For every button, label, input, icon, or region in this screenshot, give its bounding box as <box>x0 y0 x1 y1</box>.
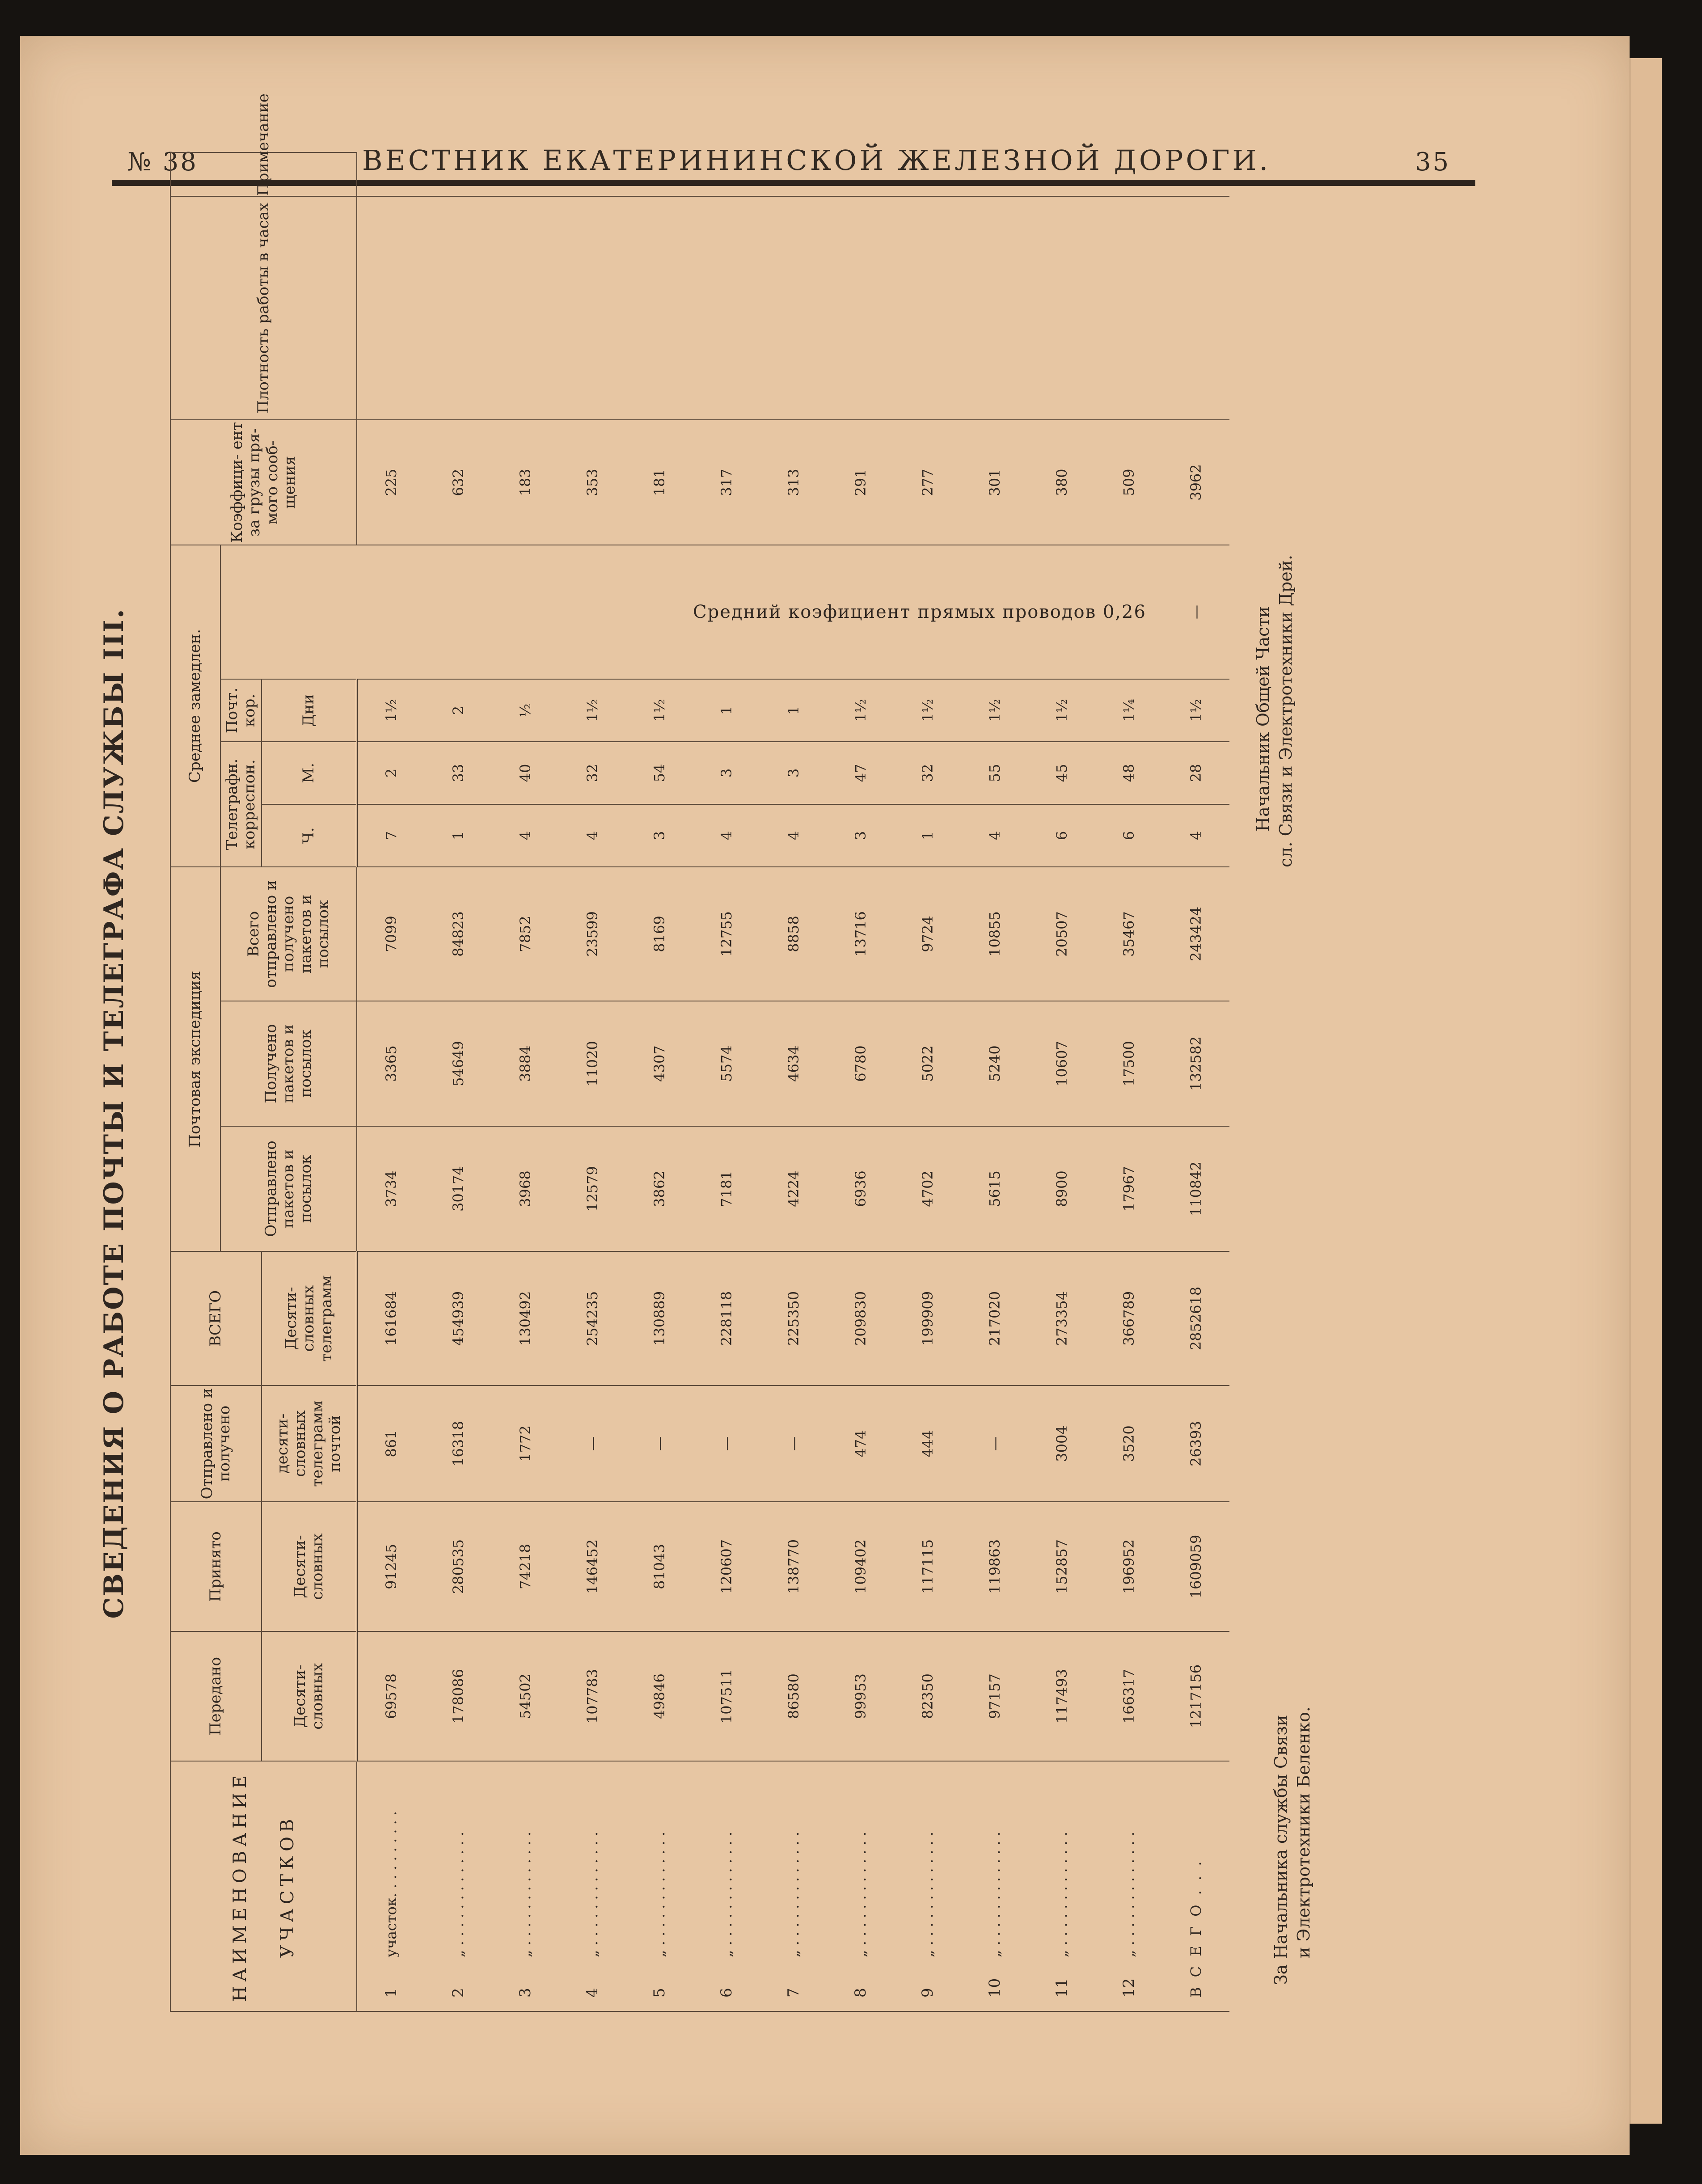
cell-mail: — <box>626 1386 693 1502</box>
cell-days: 1½ <box>961 679 1028 742</box>
total-sent: 1217156 <box>1162 1631 1229 1761</box>
cell-sent: 97157 <box>961 1631 1028 1761</box>
col-recv-sub: Десяти- словных <box>262 1502 357 1631</box>
table-row <box>827 152 894 2011</box>
cell-sent: 107511 <box>693 1631 760 1761</box>
cell-mail: — <box>961 1386 1028 1502</box>
col-post-header: Почтовая экспедиция <box>170 867 220 1251</box>
table-row <box>559 152 626 2011</box>
cell-post-sent: 6936 <box>827 1126 894 1251</box>
table-row <box>492 152 559 2011</box>
table-row <box>626 152 693 2011</box>
total-coef: — <box>1162 545 1229 679</box>
cell-post-recv: 54649 <box>425 1001 492 1126</box>
cell-minutes: 45 <box>1028 742 1095 804</box>
cell-recv: 119863 <box>961 1502 1028 1631</box>
cell-hours: 4 <box>492 804 559 867</box>
cell-total: 454939 <box>425 1251 492 1386</box>
col-mail-sub: десяти- словных телеграмм почтой <box>262 1386 357 1502</box>
cell-post-recv: 4307 <box>626 1001 693 1126</box>
row-label: 8„ . . . . . . . . . . . . . <box>827 1761 894 2011</box>
cell-hours: 4 <box>961 804 1028 867</box>
cell-post-total: 7852 <box>492 867 559 1001</box>
cell-minutes: 54 <box>626 742 693 804</box>
signature-left: За Начальника службы Связи и Электротехники Беленко. <box>1271 1707 1314 1985</box>
cell-post-recv: 4634 <box>760 1001 827 1126</box>
col-delay-days: Дни <box>262 679 357 742</box>
cell-days: 1½ <box>827 679 894 742</box>
cell-sent: 117493 <box>1028 1631 1095 1761</box>
page-edge <box>1630 58 1662 2124</box>
total-minutes: 28 <box>1162 742 1229 804</box>
cell-post-sent: 8900 <box>1028 1126 1095 1251</box>
cell-recv: 120607 <box>693 1502 760 1631</box>
cell-total: 209830 <box>827 1251 894 1386</box>
row-label: 6„ . . . . . . . . . . . . . <box>693 1761 760 2011</box>
col-total-header: ВСЕГО <box>170 1251 262 1386</box>
cell-post-recv: 5022 <box>894 1001 961 1126</box>
total-mail: 26393 <box>1162 1386 1229 1502</box>
cell-minutes: 48 <box>1095 742 1162 804</box>
cell-recv: 152857 <box>1028 1502 1095 1631</box>
total-post-total: 243424 <box>1162 867 1229 1001</box>
cell-days: 1¼ <box>1095 679 1162 742</box>
cell-days: ½ <box>492 679 559 742</box>
cell-post-recv: 11020 <box>559 1001 626 1126</box>
cell-recv: 81043 <box>626 1502 693 1631</box>
cell-post-total: 7099 <box>357 867 425 1001</box>
totals-row <box>1162 152 1229 2011</box>
col-recv-header: Принято <box>170 1502 262 1631</box>
total-days: 1½ <box>1162 679 1229 742</box>
col-mail-header: Отправлено и получено <box>170 1386 262 1502</box>
col-delay-tel-header: Телеграфн. корреспон. <box>220 742 262 867</box>
cell-post-total: 23599 <box>559 867 626 1001</box>
row-label: 3„ . . . . . . . . . . . . . <box>492 1761 559 2011</box>
cell-recv: 109402 <box>827 1502 894 1631</box>
cell-mail: 444 <box>894 1386 961 1502</box>
total-post-sent: 110842 <box>1162 1126 1229 1251</box>
col-delay-mail-header: Почт. кор. <box>220 679 262 742</box>
cell-density: 277 <box>894 420 961 545</box>
cell-post-sent: 3734 <box>357 1126 425 1251</box>
total-density: 3962 <box>1162 420 1229 545</box>
cell-note <box>357 196 1162 420</box>
cell-days: 1½ <box>1028 679 1095 742</box>
cell-post-total: 84823 <box>425 867 492 1001</box>
journal-title: ВЕСТНИК ЕКАТЕРИНИНСКОЙ ЖЕЛЕЗНОЙ ДОРОГИ. <box>362 144 1271 177</box>
total-note <box>1162 196 1229 420</box>
total-post-recv: 132582 <box>1162 1001 1229 1126</box>
row-label: 12„ . . . . . . . . . . . . . <box>1095 1761 1162 2011</box>
cell-recv: 91245 <box>357 1502 425 1631</box>
cell-minutes: 47 <box>827 742 894 804</box>
cell-post-recv: 5574 <box>693 1001 760 1126</box>
cell-sent: 178086 <box>425 1631 492 1761</box>
cell-post-sent: 3968 <box>492 1126 559 1251</box>
cell-total: 130492 <box>492 1251 559 1386</box>
cell-mail: — <box>760 1386 827 1502</box>
col-post-total-header: Всего отправлено и получено пакетов и посылок <box>220 867 357 1001</box>
table-row <box>1095 152 1162 2011</box>
cell-hours: 4 <box>693 804 760 867</box>
col-delay-header: Среднее замедлен. <box>170 545 220 867</box>
coef-note-cell <box>357 545 1162 679</box>
row-label: 7„ . . . . . . . . . . . . . <box>760 1761 827 2011</box>
cell-post-recv: 3365 <box>357 1001 425 1126</box>
cell-post-recv: 17500 <box>1095 1001 1162 1126</box>
table-body <box>357 152 1229 2011</box>
cell-total: 130889 <box>626 1251 693 1386</box>
cell-density: 313 <box>760 420 827 545</box>
cell-post-recv: 5240 <box>961 1001 1028 1126</box>
cell-minutes: 33 <box>425 742 492 804</box>
cell-density: 291 <box>827 420 894 545</box>
cell-days: 1 <box>760 679 827 742</box>
cell-density: 181 <box>626 420 693 545</box>
cell-sent: 99953 <box>827 1631 894 1761</box>
cell-total: 199909 <box>894 1251 961 1386</box>
table-row <box>425 152 492 2011</box>
cell-post-total: 12755 <box>693 867 760 1001</box>
cell-hours: 4 <box>559 804 626 867</box>
cell-sent: 86580 <box>760 1631 827 1761</box>
cell-density: 301 <box>961 420 1028 545</box>
cell-total: 225350 <box>760 1251 827 1386</box>
cell-days: 2 <box>425 679 492 742</box>
cell-hours: 6 <box>1095 804 1162 867</box>
cell-recv: 280535 <box>425 1502 492 1631</box>
cell-days: 1 <box>693 679 760 742</box>
coef-note: Средний коэфициент прямых проводов 0,26 <box>693 601 1146 622</box>
cell-post-total: 8858 <box>760 867 827 1001</box>
cell-sent: 166317 <box>1095 1631 1162 1761</box>
cell-days: 1½ <box>357 679 425 742</box>
cell-minutes: 32 <box>559 742 626 804</box>
total-telegrams: 2852618 <box>1162 1251 1229 1386</box>
cell-total: 366789 <box>1095 1251 1162 1386</box>
row-label: 2„ . . . . . . . . . . . . . <box>425 1761 492 2011</box>
col-post-sent-header: Отправлено пакетов и посылок <box>220 1126 357 1251</box>
cell-sent: 82350 <box>894 1631 961 1761</box>
cell-post-sent: 30174 <box>425 1126 492 1251</box>
cell-hours: 7 <box>357 804 425 867</box>
col-sent-sub: Десяти- словных <box>262 1631 357 1761</box>
col-delay-minutes: М. <box>262 742 357 804</box>
cell-mail: 474 <box>827 1386 894 1502</box>
cell-post-total: 9724 <box>894 867 961 1001</box>
col-density-header: Плотность работы в часах <box>170 196 357 420</box>
cell-days: 1½ <box>626 679 693 742</box>
cell-mail: — <box>559 1386 626 1502</box>
cell-post-recv: 10607 <box>1028 1001 1095 1126</box>
cell-density: 317 <box>693 420 760 545</box>
total-hours: 4 <box>1162 804 1229 867</box>
cell-total: 217020 <box>961 1251 1028 1386</box>
row-label: 1участок. . . . . . . . . . <box>357 1761 425 2011</box>
row-label: 4„ . . . . . . . . . . . . . <box>559 1761 626 2011</box>
cell-post-sent: 4702 <box>894 1126 961 1251</box>
cell-total: 161684 <box>357 1251 425 1386</box>
col-name-header: НАИМЕНОВАНИЕ УЧАСТКОВ <box>170 1761 357 2011</box>
cell-days: 1½ <box>894 679 961 742</box>
table-row <box>894 152 961 2011</box>
cell-post-total: 35467 <box>1095 867 1162 1001</box>
cell-recv: 146452 <box>559 1502 626 1631</box>
signature-right: Начальник Общей Части сл. Связи и Электротехники Дрей. <box>1253 554 1296 867</box>
cell-recv: 196952 <box>1095 1502 1162 1631</box>
total-recv: 1609059 <box>1162 1502 1229 1631</box>
cell-density: 225 <box>357 420 425 545</box>
cell-mail: 3520 <box>1095 1386 1162 1502</box>
cell-total: 254235 <box>559 1251 626 1386</box>
cell-sent: 107783 <box>559 1631 626 1761</box>
cell-post-sent: 5615 <box>961 1126 1028 1251</box>
cell-recv: 74218 <box>492 1502 559 1631</box>
cell-density: 380 <box>1028 420 1095 545</box>
issue-number: № 38 <box>127 148 198 177</box>
cell-days: 1½ <box>559 679 626 742</box>
table-row <box>1028 152 1095 2011</box>
cell-total: 228118 <box>693 1251 760 1386</box>
cell-hours: 3 <box>626 804 693 867</box>
cell-sent: 69578 <box>357 1631 425 1761</box>
cell-mail: — <box>693 1386 760 1502</box>
col-delay-hours: Ч. <box>262 804 357 867</box>
cell-mail: 861 <box>357 1386 425 1502</box>
cell-hours: 6 <box>1028 804 1095 867</box>
cell-minutes: 2 <box>357 742 425 804</box>
cell-post-recv: 6780 <box>827 1001 894 1126</box>
cell-post-sent: 12579 <box>559 1126 626 1251</box>
page-number: 35 <box>1415 148 1451 177</box>
cell-post-recv: 3884 <box>492 1001 559 1126</box>
col-coef-header: Коэффици- ент за грузы пря- мого сооб- щения <box>170 420 357 545</box>
cell-mail: 16318 <box>425 1386 492 1502</box>
table-row <box>760 152 827 2011</box>
cell-post-total: 8169 <box>626 867 693 1001</box>
cell-minutes: 55 <box>961 742 1028 804</box>
cell-minutes: 3 <box>693 742 760 804</box>
cell-post-sent: 3862 <box>626 1126 693 1251</box>
table-row <box>693 152 760 2011</box>
cell-hours: 1 <box>425 804 492 867</box>
cell-hours: 1 <box>894 804 961 867</box>
cell-post-total: 10855 <box>961 867 1028 1001</box>
signatures <box>1252 152 1386 2012</box>
col-sent-header: Передано <box>170 1631 262 1761</box>
cell-hours: 4 <box>760 804 827 867</box>
table-row <box>357 152 425 2011</box>
cell-mail: 3004 <box>1028 1386 1095 1502</box>
cell-recv: 117115 <box>894 1502 961 1631</box>
col-post-recv-header: Получено пакетов и посылок <box>220 1001 357 1126</box>
cell-recv: 138770 <box>760 1502 827 1631</box>
cell-post-sent: 7181 <box>693 1126 760 1251</box>
cell-density: 183 <box>492 420 559 545</box>
row-label: 9„ . . . . . . . . . . . . . <box>894 1761 961 2011</box>
rotated-table-block <box>80 152 1422 2074</box>
cell-post-sent: 17967 <box>1095 1126 1162 1251</box>
statistics-table <box>170 152 1229 2012</box>
cell-total: 273354 <box>1028 1251 1095 1386</box>
table-row <box>961 152 1028 2011</box>
row-label: 11„ . . . . . . . . . . . . . <box>1028 1761 1095 2011</box>
cell-mail: 1772 <box>492 1386 559 1502</box>
totals-label: В С Е Г О . . . <box>1162 1761 1229 2011</box>
cell-density: 353 <box>559 420 626 545</box>
table-caption: СВЕДЕНИЯ О РАБОТЕ ПОЧТЫ И ТЕЛЕГРАФА СЛУЖБЫ III. <box>98 608 130 1619</box>
col-note-header <box>170 152 357 196</box>
cell-hours: 3 <box>827 804 894 867</box>
cell-density: 632 <box>425 420 492 545</box>
cell-minutes: 3 <box>760 742 827 804</box>
col-total-sub: Десяти- словных телеграмм <box>262 1251 357 1386</box>
cell-post-sent: 4224 <box>760 1126 827 1251</box>
row-label: 5„ . . . . . . . . . . . . . <box>626 1761 693 2011</box>
cell-sent: 49846 <box>626 1631 693 1761</box>
cell-sent: 54502 <box>492 1631 559 1761</box>
cell-minutes: 40 <box>492 742 559 804</box>
cell-post-total: 13716 <box>827 867 894 1001</box>
cell-post-total: 20507 <box>1028 867 1095 1001</box>
row-label: 10„ . . . . . . . . . . . . . <box>961 1761 1028 2011</box>
cell-minutes: 32 <box>894 742 961 804</box>
cell-density: 509 <box>1095 420 1162 545</box>
